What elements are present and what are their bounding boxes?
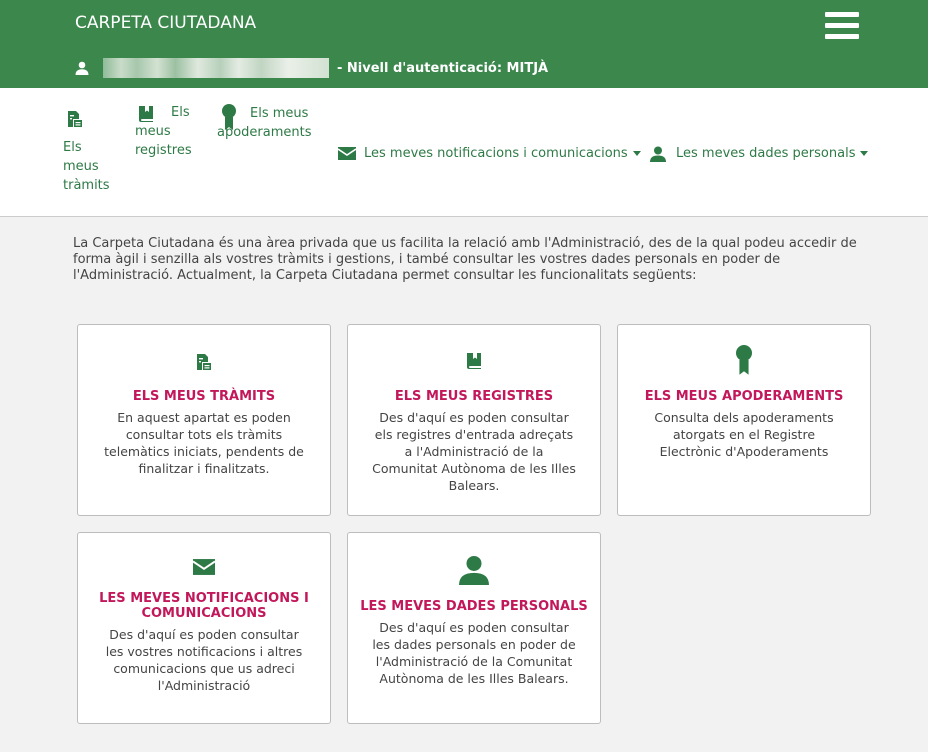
user-icon [459,555,489,585]
card-title: LES MEVES NOTIFICACIONS I COMUNICACIONS [99,591,309,621]
document-list-icon [196,353,212,371]
document-list-icon [67,110,83,128]
hamburger-menu-icon[interactable] [825,12,859,39]
nav-item-notificacions[interactable] [338,144,641,163]
envelope-icon [338,147,356,160]
nav-item-registres[interactable] [135,104,205,160]
book-icon [139,106,153,122]
card-dades[interactable] [347,532,601,724]
card-desc: Des d'aquí es poden consultar les vostres notificacions i altres comunicacions que us adreci l'Administració [105,627,303,693]
card-desc: En aquest apartat es poden consultar tots els tràmits telemàtics iniciats, pendents de finalitzar i finalitzats. [104,410,304,476]
nav-label-dades: Les meves dades personals [676,146,856,161]
chevron-down-icon [633,151,641,156]
user-icon [650,146,666,162]
card-registres[interactable] [347,324,601,516]
redacted-user-name [103,58,329,78]
user-icon [75,61,89,75]
card-tramits[interactable] [77,324,331,516]
card-desc: Des d'aquí es poden consultar els registres d'entrada adreçats a l'Administració de la Comunitat Autònoma de les Illes Balears. [372,410,576,493]
app-title: CARPETA CIUTADANA [75,13,257,33]
book-icon [467,353,481,369]
nav-label-notificacions: Les meves notificacions i comunicacions [364,146,628,161]
user-info [75,58,548,78]
card-notificacions[interactable] [77,532,331,724]
card-title: ELS MEUS TRÀMITS [132,389,276,404]
nav-label-apoderaments: Els meus apoderaments [217,106,312,140]
nav-item-tramits[interactable] [63,110,123,195]
auth-level-text: - Nivell d'autenticació: MITJÀ [337,60,549,76]
nav-item-dades[interactable] [650,144,868,163]
card-title: ELS MEUS APODERAMENTS [644,389,844,404]
card-apoderaments[interactable] [617,324,871,516]
card-title: LES MEVES DADES PERSONALS [360,599,588,614]
intro-text: La Carpeta Ciutadana és una àrea privada que us facilita la relació amb l'Administració, des de la qual podeu accedir de forma àgil i senzilla als vostres tràmits i gestions, i també consultar les vostres dades personals en poder de l'Administració. Actualment, la Carpeta Ciutadana permet consultar les funcionalitats següents: [73,236,857,283]
award-ribbon-icon [736,345,752,377]
envelope-icon [193,559,215,575]
nav-label-tramits: Els meus tràmits [63,140,110,193]
nav-item-apoderaments[interactable] [217,104,327,142]
card-desc: Des d'aquí es poden consultar les dades personals en poder de l'Administració de la Comunitat Autònoma de les Illes Balears. [372,620,576,686]
card-title: ELS MEUS REGISTRES [394,389,554,404]
chevron-down-icon [860,151,868,156]
card-desc: Consulta dels apoderaments atorgats en el Registre Electrònic d'Apoderaments [654,410,834,459]
main-nav [0,88,928,217]
app-header [0,0,928,88]
nav-label-registres: Els meus registres [135,105,192,158]
